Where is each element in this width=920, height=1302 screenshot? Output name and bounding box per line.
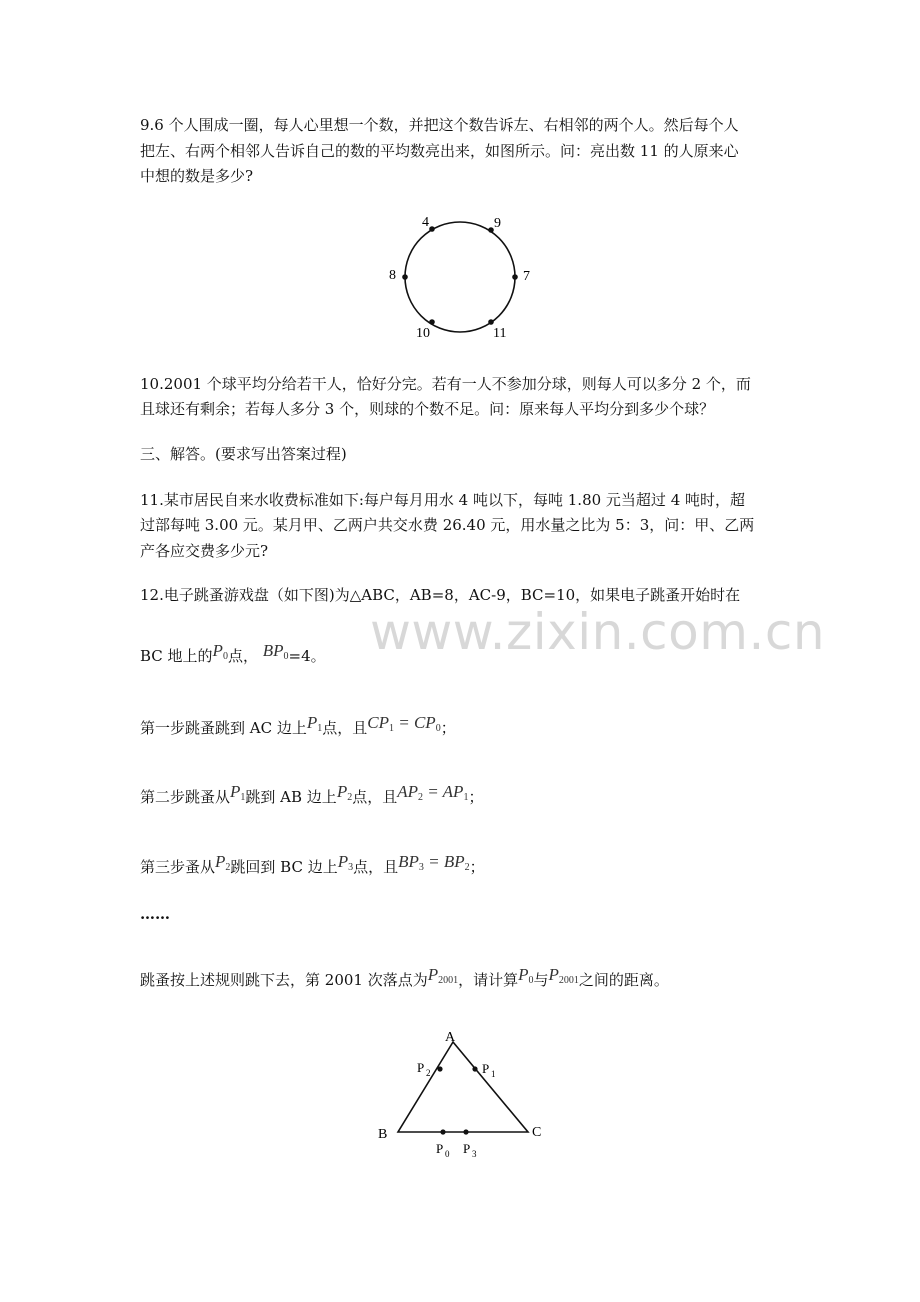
triangle-outline: [398, 1042, 528, 1132]
triangle-label-a: A: [445, 1030, 456, 1045]
circle-outline: [405, 222, 515, 332]
math-p0: $P_0$: [212, 641, 228, 662]
q12-line-2: BC 地上的$P_0$点， $BP_0=4$。: [140, 641, 326, 665]
circle-point-bottom-right: [488, 319, 494, 325]
q11-line-1: 11.某市居民自来水收费标准如下:每户每月用水 4 吨以下，每吨 1.80 元当超过 4 吨时，超: [140, 491, 746, 509]
triangle-label-p2: P: [417, 1060, 425, 1075]
circle-point-top-right: [488, 227, 494, 233]
triangle-label-p3: P: [463, 1141, 471, 1156]
circle-label-right: 7: [523, 269, 530, 284]
math-p2: $P_2$: [215, 852, 231, 873]
q9-line-2: 把左、右两个相邻人告诉自己的数的平均数亮出来，如图所示。问：亮出数 11 的人原来心: [140, 142, 739, 160]
q12-ellipsis: ……: [140, 905, 170, 923]
circle-point-top-left: [429, 226, 435, 232]
q12-step-2: 第二步跳蚤从$P_1$跳到 AB 边上$P_2$点，且$AP_2 = AP_1$；: [140, 782, 484, 806]
circle-label-bottom-right: 11: [493, 326, 507, 341]
q12-step-3: 第三步蚤从$P_2$跳回到 BC 边上$P_3$点，且$BP_3 = BP_2$；: [140, 852, 485, 876]
q12-step-1: 第一步跳蚤跳到 AC 边上$P_1$点，且$CP_1 = CP_0$；: [140, 713, 456, 737]
q9-line-1: 9.6 个人围成一圈，每人心里想一个数，并把这个数告诉左、右相邻的两个人。然后每个人: [140, 116, 739, 134]
circle-label-top-left: 4: [422, 215, 429, 230]
triangle-sub-p2: 2: [426, 1068, 431, 1078]
q12-final: 跳蚤按上述规则跳下去，第 2001 次落点为$P_{2001}$，请计算$P_0$与$P_{2001}$之间的距离。: [140, 965, 669, 989]
math-ap2-eq-ap1: $AP_2 = AP_1$: [397, 782, 469, 803]
q11-line-3: 产各应交费多少元?: [140, 542, 269, 560]
math-p2001: $P_{2001}$: [427, 965, 459, 986]
circle-point-left: [402, 274, 408, 280]
circle-point-bottom-left: [429, 319, 435, 325]
math-p3: $P_3$: [337, 852, 354, 873]
triangle-point-p0: [440, 1129, 445, 1134]
math-p0: $P_0$: [518, 965, 534, 986]
triangle-point-p1: [472, 1066, 477, 1071]
math-p2001: $P_{2001}$: [548, 965, 579, 986]
triangle-label-p1: P: [482, 1061, 490, 1076]
q10-line-1: 10.2001 个球平均分给若干人，恰好分完。若有一人不参加分球，则每人可以多分 2 个，而: [140, 375, 751, 393]
q12-line-1: 12.电子跳蚤游戏盘（如下图)为△ABC，AB=8，AC-9，BC=10，如果电子跳蚤开始时在: [140, 586, 741, 604]
triangle-point-p2: [437, 1066, 442, 1071]
triangle-point-p3: [463, 1129, 468, 1134]
math-bp0: $BP_0$: [262, 641, 289, 662]
q9-line-3: 中想的数是多少?: [140, 167, 254, 185]
math-p2: $P_2$: [336, 782, 353, 803]
section-heading: 三、解答。(要求写出答案过程): [140, 445, 347, 463]
circle-label-top-right: 9: [494, 216, 501, 231]
watermark: www.zixin.com.cn: [370, 603, 826, 661]
math-p1: $P_1$: [230, 782, 246, 803]
math-p1: $P_1$: [306, 713, 323, 734]
circle-label-left: 8: [389, 268, 396, 283]
circle-label-bottom-left: 10: [416, 326, 430, 341]
triangle-figure: [370, 1025, 560, 1165]
triangle-label-c: C: [532, 1125, 542, 1140]
triangle-sub-p3: 3: [472, 1149, 477, 1159]
triangle-label-b: B: [378, 1127, 388, 1142]
q10-line-2: 且球还有剩余；若每人多分 3 个，则球的个数不足。问：原来每人平均分到多少个球？: [140, 400, 715, 418]
math-bp3-eq-bp2: $BP_3 = BP_2$: [398, 852, 470, 873]
triangle-sub-p1: 1: [491, 1069, 496, 1079]
circle-figure: [380, 205, 540, 345]
triangle-label-p0: P: [436, 1141, 444, 1156]
circle-point-right: [512, 274, 518, 280]
triangle-sub-p0: 0: [445, 1149, 450, 1159]
math-cp1-eq-cp0: $CP_1 = CP_0$: [367, 713, 441, 734]
q11-line-2: 过部每吨 3.00 元。某月甲、乙两户共交水费 26.40 元，用水量之比为 5：3，问：甲、乙两: [140, 516, 755, 534]
